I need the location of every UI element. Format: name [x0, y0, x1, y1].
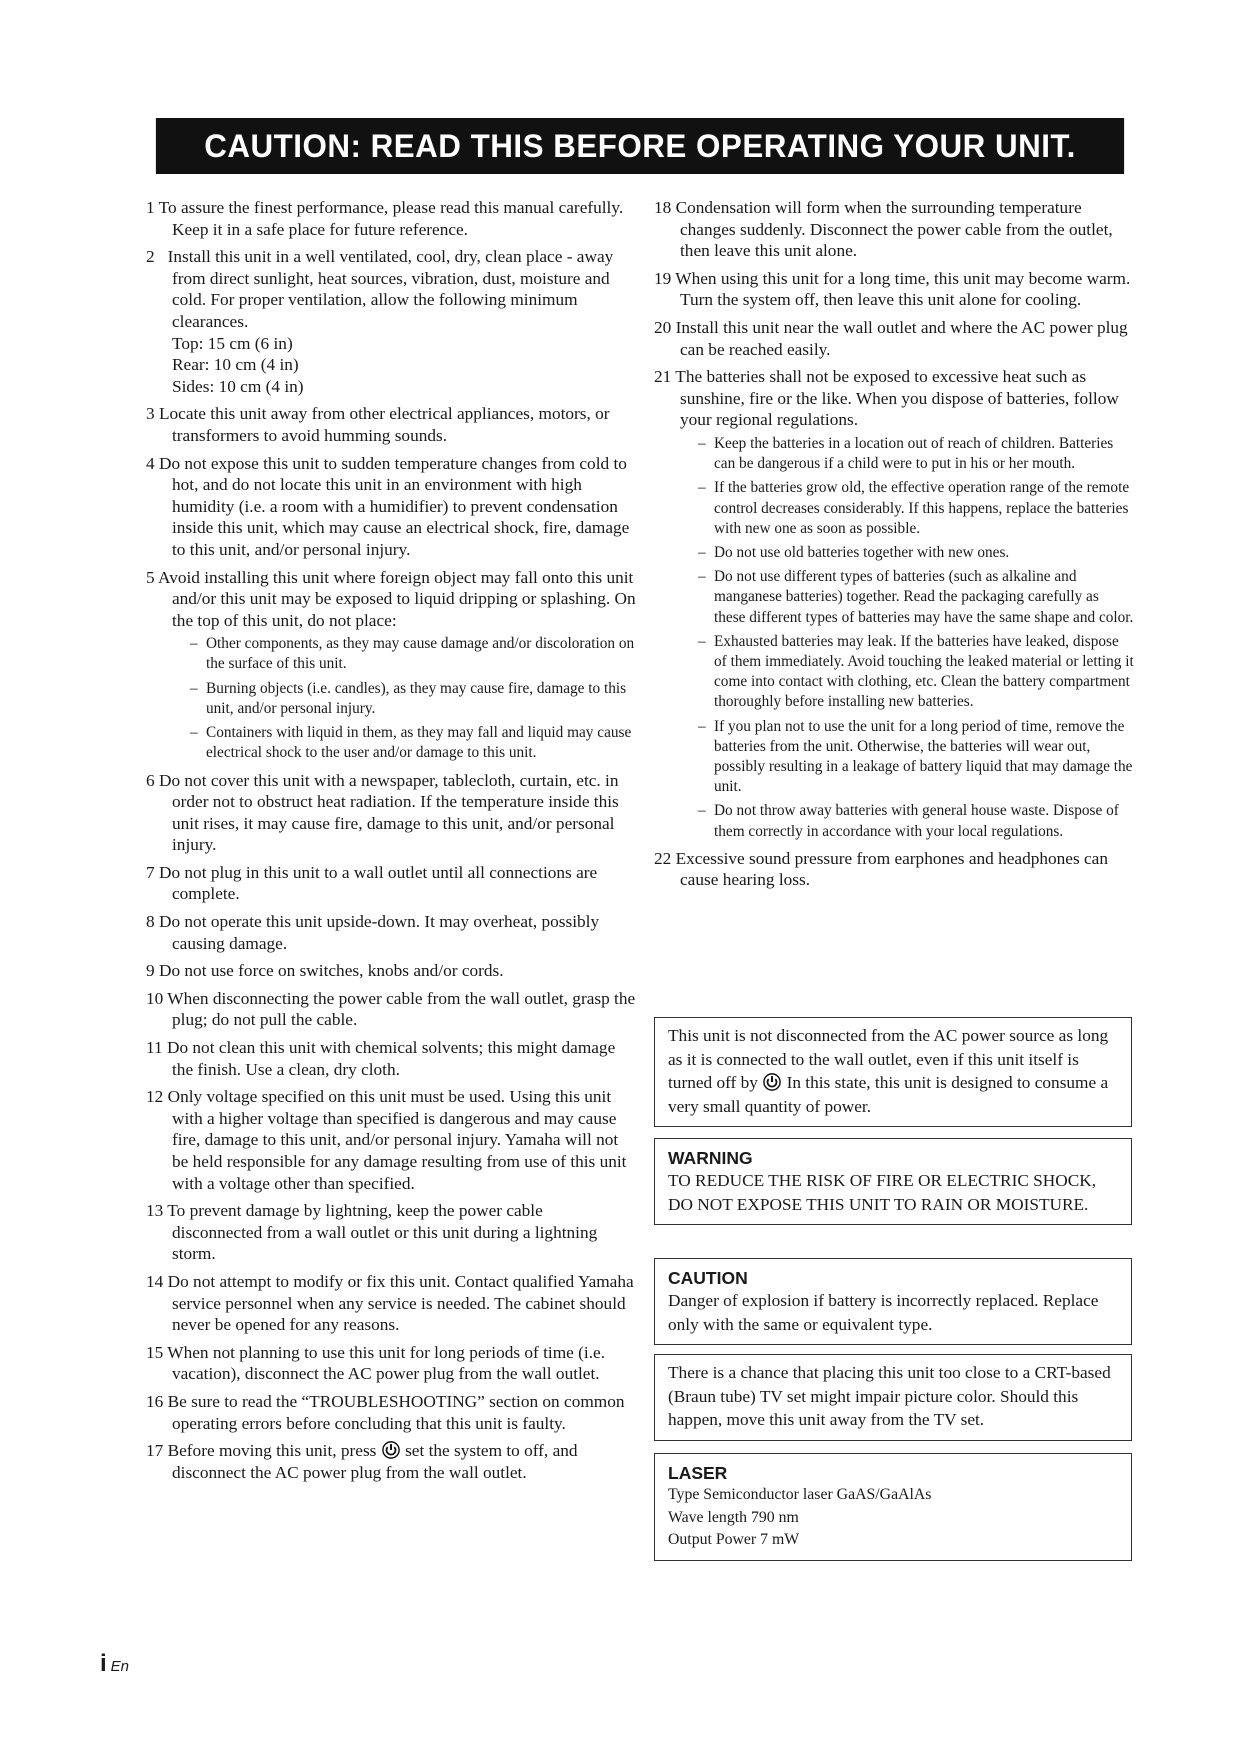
language-code: En: [110, 1658, 130, 1675]
caution-title: CAUTION: [668, 1268, 748, 1288]
power-notice-box: This unit is not disconnected from the AC power source as long as it is connected to the wall outlet, even if this unit itself is turned off by In this state, this unit is designed to consume a very small quantity of power.: [654, 1017, 1132, 1127]
list-item: 22 Excessive sound pressure from earphones and headphones can cause hearing loss.: [654, 848, 1108, 890]
right-column: [654, 197, 1134, 897]
list-item: 11 Do not clean this unit with chemical solvents; this might damage the finish. Use a clean, dry cloth.: [146, 1038, 616, 1079]
list-item: 18 Condensation will form when the surrounding temperature changes suddenly. Disconnect the power cable from the outlet, then leave this unit alone.: [654, 198, 1113, 261]
list-item: 21 The batteries shall not be exposed to excessive heat such as sunshine, fire or the like. When you dispose of batteries, follow your regional regulations. – Keep the batteries in a location out of reach of children. Batteries can be dangerous if a child were to put in his or her mouth. – If the batteries grow old, the effective operation range of the remote control decreases considerably. If this happens, replace the batteries with new one as soon as possible. – Do not use old batteries together with new ones. – Do not use different types of batteries (such as alkaline and manganese batteries) together. Read the packaging carefully as these different types of batteries may have the same shape and color. – Exhausted batteries may leak. If the batteries have leaked, dispose of them immediately. Avoid touching the leaked material or letting it come into contact with clothing, etc. Clean the battery compartment thoroughly before installing new batteries. – If you plan not to use the unit for a long period of time, remove the batteries from the unit. Otherwise, the batteries will wear out, possibly resulting in a leakage of battery liquid that may damage the unit. – Do not throw away batteries with general house waste. Dispose of them correctly in accordance with your local regulations.: [654, 366, 1134, 842]
list-item: 6 Do not cover this unit with a newspaper, tablecloth, curtain, etc. in order not to obstruct heat radiation. If the temperature inside this unit rises, it may cause fire, damage to this unit, and/or personal injury.: [146, 770, 619, 855]
bullet-item: – Containers with liquid in them, as they may fall and liquid may cause electrical shock to the user and/or damage to this unit.: [190, 724, 632, 762]
crt-notice-text: There is a chance that placing this unit too close to a CRT-based (Braun tube) TV set might impair picture color. Should this happen, move this unit away from the TV set.: [668, 1363, 1111, 1429]
list-item: 3 Locate this unit away from other electrical appliances, motors, or transformers to avoid humming sounds.: [146, 404, 610, 445]
list-item: 8 Do not operate this unit upside-down. It may overheat, possibly causing damage.: [146, 912, 600, 953]
caution-box: [654, 1258, 1132, 1345]
laser-spec: Type Semiconductor laser GaAS/GaAlAs: [668, 1486, 932, 1503]
clearance-line: Top: 15 cm (6 in): [172, 333, 293, 353]
list-item: 14 Do not attempt to modify or fix this unit. Contact qualified Yamaha service personnel when any service is needed. The cabinet should never be opened for any reasons.: [146, 1271, 634, 1335]
bullet-item: – Exhausted batteries may leak. If the batteries have leaked, dispose of them immediately. Avoid touching the leaked material or letting it come into contact with clothing, etc. Clean the battery compartment thoroughly before installing new batteries.: [698, 632, 1134, 711]
list-item: 1 To assure the finest performance, please read this manual carefully. Keep it in a safe place for future reference.: [146, 198, 624, 239]
clearance-line: Rear: 10 cm (4 in): [172, 355, 299, 375]
list-item: 12 Only voltage specified on this unit must be used. Using this unit with a higher voltage than specified is dangerous and may cause fire, damage to this unit, and/or personal injury. Yamaha will not be held responsible for any damage resulting from use of this unit with a voltage other than specified.: [146, 1087, 627, 1193]
bullet-item: – Do not use old batteries together with new ones.: [698, 543, 1010, 561]
page-title: CAUTION: READ THIS BEFORE OPERATING YOUR UNIT.: [156, 118, 1124, 174]
bullet-item: – If you plan not to use the unit for a long period of time, remove the batteries from the unit. Otherwise, the batteries will wear out, possibly resulting in a leakage of battery liquid that may damage the unit.: [698, 717, 1133, 796]
warning-text: TO REDUCE THE RISK OF FIRE OR ELECTRIC SHOCK, DO NOT EXPOSE THIS UNIT TO RAIN OR MOISTURE.: [668, 1171, 1097, 1214]
page-number: i: [100, 1650, 107, 1677]
bullet-item: – Keep the batteries in a location out of reach of children. Batteries can be dangerous if a child were to put in his or her mouth.: [698, 434, 1114, 473]
warning-box: [654, 1138, 1132, 1225]
laser-title: LASER: [668, 1463, 728, 1483]
left-column: [146, 197, 636, 1489]
list-item: 9 Do not use force on switches, knobs and/or cords.: [146, 961, 504, 981]
warning-title: WARNING: [668, 1148, 753, 1168]
list-item: 7 Do not plug in this unit to a wall outlet until all connections are complete.: [146, 862, 598, 904]
bullet-item: – Burning objects (i.e. candles), as they may cause fire, damage to this unit, and/or personal injury.: [190, 679, 627, 717]
list-item: 5 Avoid installing this unit where foreign object may fall onto this unit and/or this unit may be exposed to liquid dripping or splashing. On the top of this unit, do not place: – Other components, as they may cause damage and/or discoloration on the surface of this unit. – Burning objects (i.e. candles), as they may cause fire, damage to this unit, and/or personal injury. – Containers with liquid in them, as they may fall and liquid may cause electrical shock to the user and/or damage to this unit.: [146, 567, 636, 764]
list-item: 2 Install this unit in a well ventilated, cool, dry, clean place - away from direct sunlight, heat sources, vibration, dust, moisture and cold. For proper ventilation, allow the following minimum clearances. Top: 15 cm (6 in) Rear: 10 cm (4 in) Sides: 10 cm (4 in): [146, 246, 636, 397]
caution-text: Danger of explosion if battery is incorrectly replaced. Replace only with the same or equivalent type.: [668, 1291, 1099, 1334]
list-item: 13 To prevent damage by lightning, keep the power cable disconnected from a wall outlet or this unit during a lightning storm.: [146, 1201, 598, 1264]
list-item: 15 When not planning to use this unit for long periods of time (i.e. vacation), disconnect the AC power plug from the wall outlet.: [146, 1342, 606, 1384]
power-button-icon: [763, 1073, 781, 1091]
list-item: 10 When disconnecting the power cable from the wall outlet, grasp the plug; do not pull the cable.: [146, 988, 636, 1030]
bullet-item: – Do not throw away batteries with general house waste. Dispose of them correctly in accordance with your local regulations.: [698, 802, 1119, 840]
laser-spec: Wave length 790 nm: [668, 1508, 799, 1526]
laser-box: [654, 1453, 1132, 1561]
clearance-line: Sides: 10 cm (4 in): [172, 376, 304, 396]
page-footer: [100, 1650, 129, 1678]
crt-notice-box: [654, 1354, 1132, 1441]
laser-spec: Output Power 7 mW: [668, 1531, 800, 1548]
bullet-item: – Other components, as they may cause damage and/or discoloration on the surface of this unit.: [190, 635, 635, 673]
power-button-icon: [382, 1441, 400, 1459]
list-item: 19 When using this unit for a long time, this unit may become warm. Turn the system off, then leave this unit alone for cooling.: [654, 268, 1131, 310]
list-item: 17 Before moving this unit, press set the system to off, and disconnect the AC power plug from the wall outlet.: [146, 1441, 578, 1482]
bullet-item: – Do not use different types of batteries (such as alkaline and manganese batteries) together. Read the packaging carefully as these different types of batteries may have the same shape and color.: [698, 568, 1134, 626]
list-item: 16 Be sure to read the “TROUBLESHOOTING” section on common operating errors before concluding that this unit is faulty.: [146, 1391, 625, 1433]
list-item: 20 Install this unit near the wall outlet and where the AC power plug can be reached easily.: [654, 317, 1128, 359]
list-item: 4 Do not expose this unit to sudden temperature changes from cold to hot, and do not locate this unit in an environment with high humidity (i.e. a room with a humidifier) to prevent condensation inside this unit, which may cause an electrical shock, fire, damage to this unit, and/or personal injury.: [146, 453, 630, 559]
bullet-item: – If the batteries grow old, the effective operation range of the remote control decreases considerably. If this happens, replace the batteries with new one as soon as possible.: [698, 479, 1130, 537]
